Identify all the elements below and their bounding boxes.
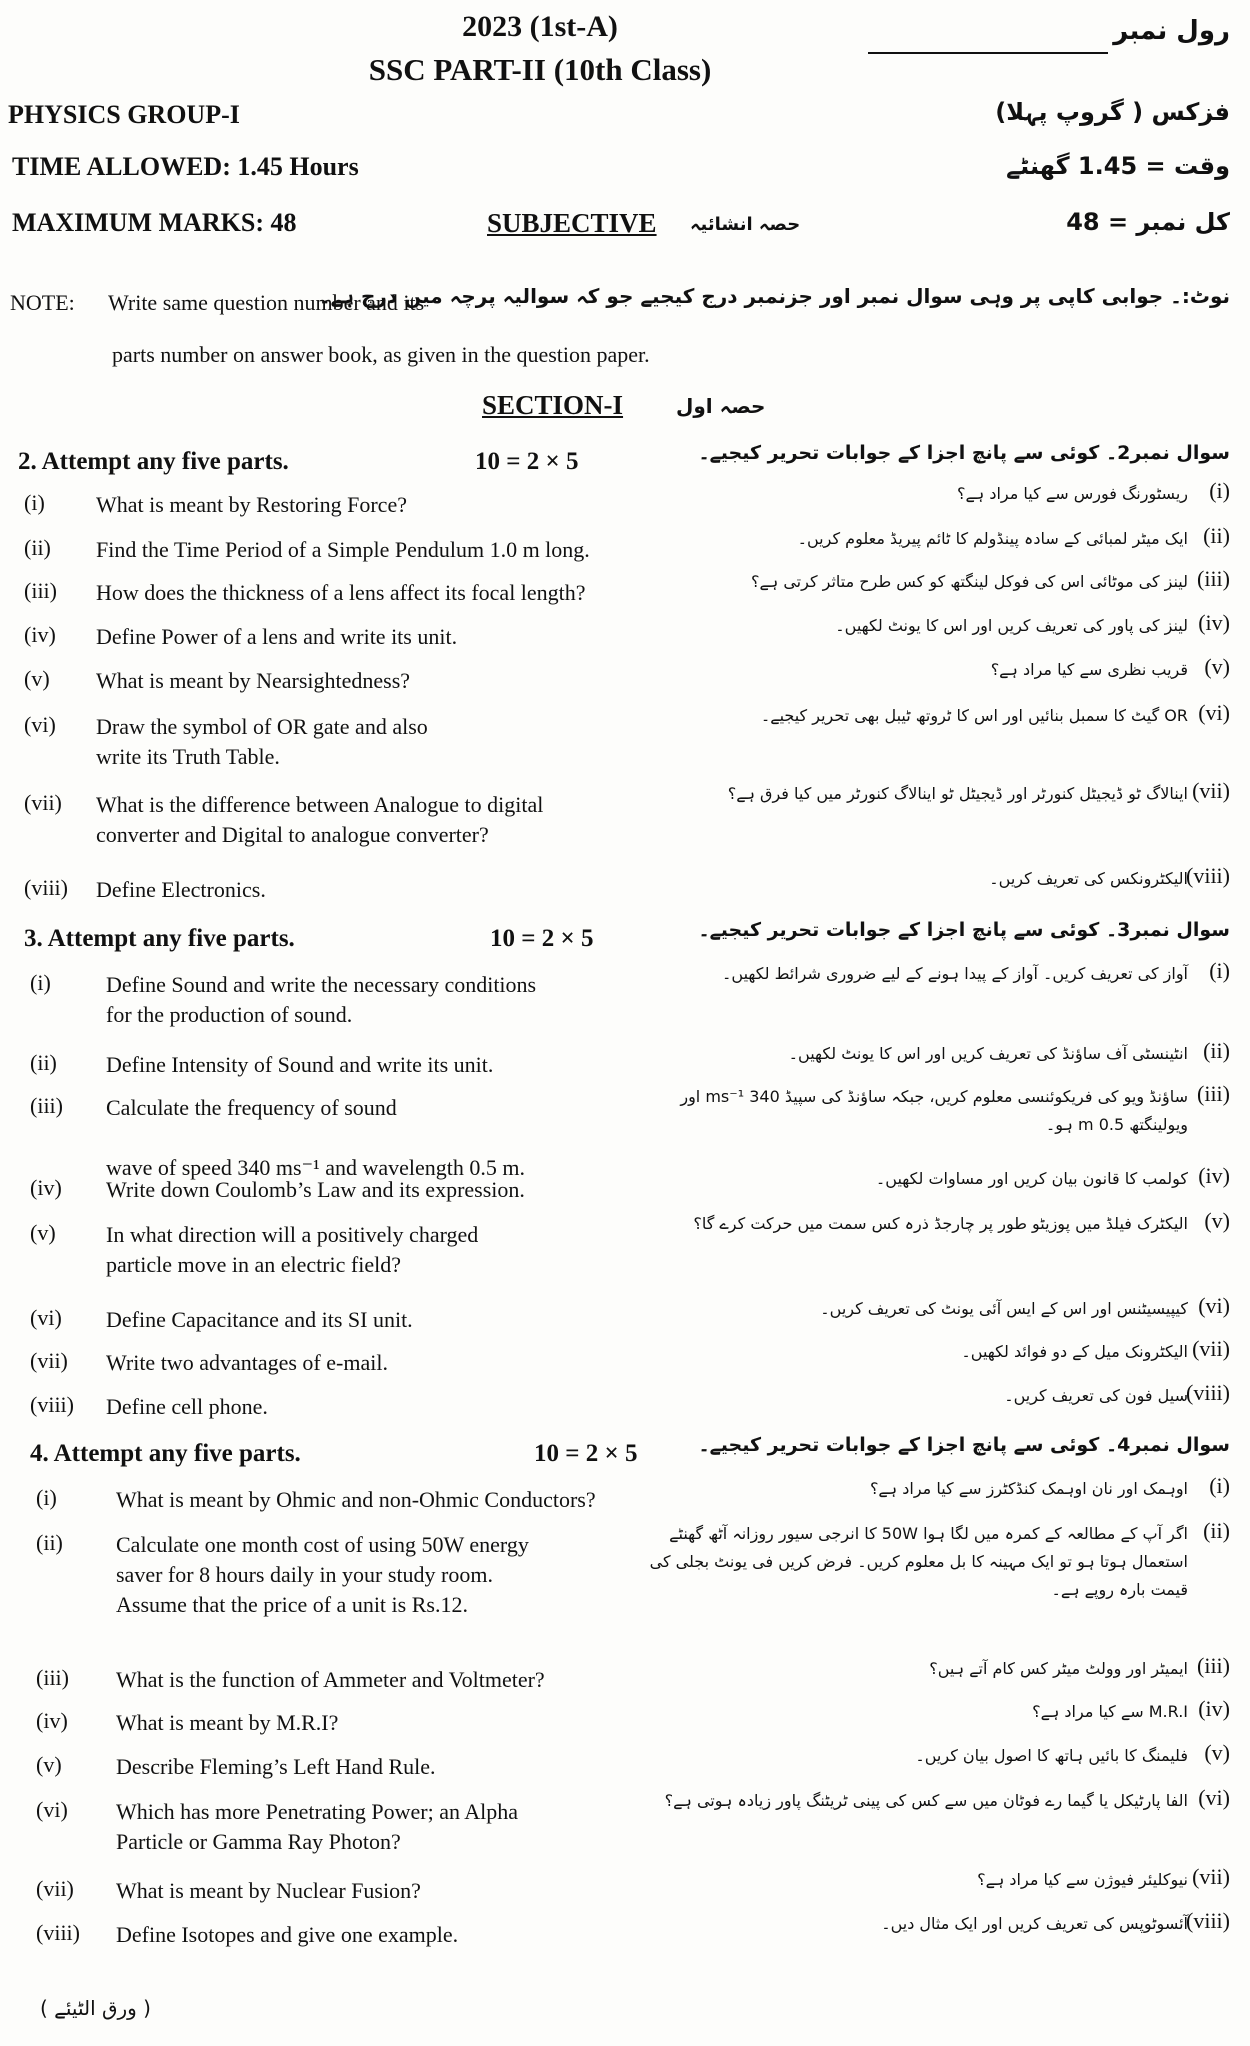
part-number: (i) (36, 1485, 57, 1510)
part-question-english: What is the function of Ammeter and Voltmeter? (116, 1667, 545, 1692)
part-number-urdu-side: (viii) (1186, 863, 1230, 888)
part-number-urdu-side: (vi) (1198, 1293, 1230, 1318)
part-number: (v) (30, 1220, 56, 1245)
question-4-heading-urdu: سوال نمبر4۔ کوئی سے پانچ اجزا کے جوابات تحریر کیجیے۔ (698, 1434, 1230, 1456)
part-question-urdu: کولمب کا قانون بیان کریں اور مساوات لکھیں۔ (875, 1169, 1188, 1188)
part-question-urdu: الفا پارٹیکل یا گیما رے فوٹان میں سے کس کی پینی ٹریٹنگ پاور زیادہ ہوتی ہے؟ (664, 1791, 1188, 1810)
part-number: (ii) (24, 535, 51, 560)
part-number-urdu-side: (ii) (1203, 1518, 1230, 1543)
part-question-urdu: لینز کی پاور کی تعریف کریں اور اس کا یونٹ لکھیں۔ (835, 616, 1188, 635)
part-number-urdu-side: (i) (1209, 1473, 1230, 1498)
part-question-english: Define Power of a lens and write its unit. (96, 624, 458, 649)
part-number-urdu-side: (iv) (1198, 1696, 1230, 1721)
part-question-urdu: الیکٹرونکس کی تعریف کریں۔ (989, 869, 1188, 888)
part-number: (vi) (30, 1305, 62, 1330)
part-question-english: Define Sound and write the necessary conditions for the production of sound. (106, 972, 537, 1027)
part-question-english: Calculate the frequency of sound wave of speed 340 ms⁻¹ and wavelength 0.5 m. (106, 1095, 525, 1180)
part-question-english: Draw the symbol of OR gate and also write its Truth Table. (96, 714, 428, 769)
part-question-english: Define Capacitance and its SI unit. (106, 1307, 413, 1332)
part-question-english: Define Isotopes and give one example. (116, 1922, 459, 1947)
part-question-urdu: سیل فون کی تعریف کریں۔ (1004, 1386, 1188, 1405)
part-question-urdu: فلیمنگ کا بائیں ہاتھ کا اصول بیان کریں۔ (915, 1746, 1188, 1765)
part-number-urdu-side: (iv) (1198, 610, 1230, 635)
section-title: SECTION-I (482, 390, 624, 420)
part-question-english: What is meant by Nearsightedness? (96, 668, 411, 693)
part-number: (v) (24, 666, 50, 691)
part-question-english: What is meant by Restoring Force? (96, 492, 407, 517)
question-3-heading-urdu: سوال نمبر3۔ کوئی سے پانچ اجزا کے جوابات تحریر کیجیے۔ (698, 919, 1230, 941)
paper-year: 2023 (1st-A) (462, 10, 618, 43)
part-question-english: Find the Time Period of a Simple Pendulum 1.0 m long. (96, 537, 590, 562)
question-2-heading: 2. Attempt any five parts. (18, 448, 289, 475)
part-number: (ii) (36, 1530, 63, 1555)
part-number-urdu-side: (vii) (1192, 778, 1230, 803)
note-text-line-2: parts number on answer book, as given in the question paper. (112, 342, 650, 367)
part-number-urdu-side: (i) (1209, 958, 1230, 983)
part-number: (viii) (36, 1920, 80, 1945)
part-number: (vii) (30, 1348, 68, 1373)
part-question-english: Write down Coulomb’s Law and its expression. (106, 1177, 525, 1202)
part-question-english: Describe Fleming’s Left Hand Rule. (116, 1754, 436, 1779)
part-number: (iii) (36, 1665, 69, 1690)
part-number-urdu-side: (iii) (1197, 1653, 1230, 1678)
part-number-urdu-side: (v) (1204, 1740, 1230, 1765)
part-question-urdu: نیوکلیئر فیوژن سے کیا مراد ہے؟ (977, 1870, 1188, 1889)
part-question-english: Define cell phone. (106, 1394, 268, 1419)
part-question-urdu: اگر آپ کے مطالعہ کے کمرہ میں لگا ہوا 50W کا انرجی سیور روزانہ آٹھ گھنٹے استعمال ہوتا ہو تو ایک مہینہ کا بل معلوم کریں۔ فرض کریں فی یونٹ بجلی کی قیمت بارہ روپے ہے۔ (649, 1524, 1188, 1599)
question-4-heading: 4. Attempt any five parts. (30, 1440, 301, 1467)
part-number-urdu-side: (vi) (1198, 1785, 1230, 1810)
roll-number-line (868, 52, 1108, 54)
part-number: (viii) (24, 875, 68, 900)
part-question-english: What is meant by Nuclear Fusion? (116, 1878, 421, 1903)
part-question-english: Calculate one month cost of using 50W energy saver for 8 hours daily in your study room. Assume that the price of a unit is Rs.12. (116, 1532, 529, 1617)
part-question-urdu: آئسوٹوپس کی تعریف کریں اور ایک مثال دیں۔ (881, 1914, 1188, 1933)
part-number-urdu-side: (viii) (1186, 1380, 1230, 1405)
part-number: (iv) (30, 1175, 62, 1200)
part-question-urdu: OR گیٹ کا سمبل بنائیں اور اس کا ٹروتھ ٹیبل بھی تحریر کیجیے۔ (760, 706, 1188, 725)
part-number-urdu-side: (viii) (1186, 1908, 1230, 1933)
paper-class: SSC PART-II (10th Class) (368, 52, 712, 87)
part-question-urdu: الیکٹرونک میل کے دو فوائد لکھیں۔ (961, 1342, 1188, 1361)
time-allowed-english: TIME ALLOWED: 1.45 Hours (12, 152, 359, 181)
part-question-urdu: آواز کی تعریف کریں۔ آواز کے پیدا ہونے کے لیے ضروری شرائط لکھیں۔ (722, 964, 1188, 983)
part-number: (vii) (36, 1876, 74, 1901)
part-question-english: What is meant by Ohmic and non-Ohmic Conductors? (116, 1487, 596, 1512)
part-number: (ii) (30, 1050, 57, 1075)
section-title-urdu: حصہ اول (676, 394, 766, 418)
question-2-heading-urdu: سوال نمبر2۔ کوئی سے پانچ اجزا کے جوابات تحریر کیجیے۔ (698, 442, 1230, 464)
part-number-urdu-side: (iii) (1197, 566, 1230, 591)
part-number-urdu-side: (vii) (1192, 1336, 1230, 1361)
question-4-marks: 10 = 2 × 5 (534, 1440, 638, 1467)
part-number-urdu-side: (i) (1209, 478, 1230, 503)
max-marks-english: MAXIMUM MARKS: 48 (12, 208, 297, 237)
part-question-english: Define Intensity of Sound and write its unit. (106, 1052, 494, 1077)
part-number-urdu-side: (vii) (1192, 1864, 1230, 1889)
part-number-urdu-side: (ii) (1203, 523, 1230, 548)
part-question-english: What is meant by M.R.I? (116, 1710, 339, 1735)
part-question-urdu: الیکٹرک فیلڈ میں پوزیٹو طور پر چارجڈ ذرہ کس سمت میں حرکت کرے گا؟ (693, 1214, 1188, 1233)
part-question-urdu: کیپیسیٹنس اور اس کے ایس آئی یونٹ کی تعریف کریں۔ (820, 1299, 1188, 1318)
part-number-urdu-side: (iii) (1197, 1081, 1230, 1106)
part-number: (iii) (24, 578, 57, 603)
part-question-english: Which has more Penetrating Power; an Alpha Particle or Gamma Ray Photon? (116, 1799, 519, 1854)
part-question-english: Define Electronics. (96, 877, 266, 902)
part-question-english: In what direction will a positively charged particle move in an electric field? (106, 1222, 479, 1277)
part-number: (iv) (24, 622, 56, 647)
part-number: (iv) (36, 1708, 68, 1733)
note-urdu: نوٹ:۔ جوابی کاپی پر وہی سوال نمبر اور جزنمبر درج کیجیے جو کہ سوالیہ پرچہ میں درج ہے۔ (318, 284, 1230, 308)
roll-number-label: رول نمبر (1113, 16, 1230, 46)
subject-urdu: فزکس ( گروپ پہلا) (995, 98, 1230, 126)
part-question-urdu: لینز کی موٹائی اس کی فوکل لینگتھ کو کس طرح متاثر کرتی ہے؟ (751, 572, 1188, 591)
part-question-urdu: انٹینسٹی آف ساؤنڈ کی تعریف کریں اور اس کا یونٹ لکھیں۔ (788, 1044, 1188, 1063)
part-question-english: Write two advantages of e-mail. (106, 1350, 388, 1375)
question-2-marks: 10 = 2 × 5 (475, 448, 579, 475)
part-number: (vi) (36, 1797, 68, 1822)
subjective-heading-urdu: حصہ انشائیہ (690, 214, 801, 235)
part-question-urdu: اینالاگ ٹو ڈیجیٹل کنورٹر اور ڈیجیٹل ٹو اینالاگ کنورٹر میں کیا فرق ہے؟ (727, 784, 1188, 803)
part-number: (iii) (30, 1093, 63, 1118)
part-number-urdu-side: (v) (1204, 1208, 1230, 1233)
part-question-english: How does the thickness of a lens affect its focal length? (96, 580, 586, 605)
part-question-urdu: اوہمک اور نان اوہمک کنڈکٹرز سے کیا مراد ہے؟ (869, 1479, 1188, 1498)
part-number: (viii) (30, 1392, 74, 1417)
note-text-line-1: Write same question number and its (108, 290, 425, 315)
question-3-heading: 3. Attempt any five parts. (24, 925, 295, 952)
part-number-urdu-side: (ii) (1203, 1038, 1230, 1063)
time-allowed-urdu: وقت = 1.45 گھنٹے (1006, 152, 1230, 180)
part-number: (v) (36, 1752, 62, 1777)
part-number-urdu-side: (v) (1204, 654, 1230, 679)
part-question-urdu: M.R.I سے کیا مراد ہے؟ (1032, 1702, 1188, 1721)
part-question-urdu: ریسٹورنگ فورس سے کیا مراد ہے؟ (957, 484, 1188, 503)
note-label: NOTE: (10, 290, 75, 315)
part-question-english: What is the difference between Analogue to digital converter and Digital to analogue converter? (96, 792, 544, 847)
part-question-urdu: ساؤنڈ ویو کی فریکوئنسی معلوم کریں، جبکہ ساؤنڈ کی سپیڈ 340 ms⁻¹ اور ویولینگتھ 0.5 m ہو۔ (680, 1087, 1188, 1134)
subject-english: PHYSICS GROUP-I (8, 100, 240, 129)
part-number-urdu-side: (vi) (1198, 700, 1230, 725)
max-marks-urdu: کل نمبر = 48 (1066, 208, 1230, 236)
part-number-urdu-side: (iv) (1198, 1163, 1230, 1188)
part-number: (i) (24, 490, 45, 515)
part-question-urdu: قریب نظری سے کیا مراد ہے؟ (990, 660, 1188, 679)
part-number: (vi) (24, 712, 56, 737)
part-number: (i) (30, 970, 51, 995)
part-question-urdu: ایمیٹر اور وولٹ میٹر کس کام آتے ہیں؟ (929, 1659, 1188, 1678)
part-number: (vii) (24, 790, 62, 815)
part-question-urdu: ایک میٹر لمبائی کے سادہ پینڈولم کا ٹائم پیریڈ معلوم کریں۔ (797, 529, 1188, 548)
subjective-heading: SUBJECTIVE (487, 208, 657, 238)
question-3-marks: 10 = 2 × 5 (490, 925, 594, 952)
turn-over-note: ( ورق الٹیئے ) (40, 1996, 151, 2020)
